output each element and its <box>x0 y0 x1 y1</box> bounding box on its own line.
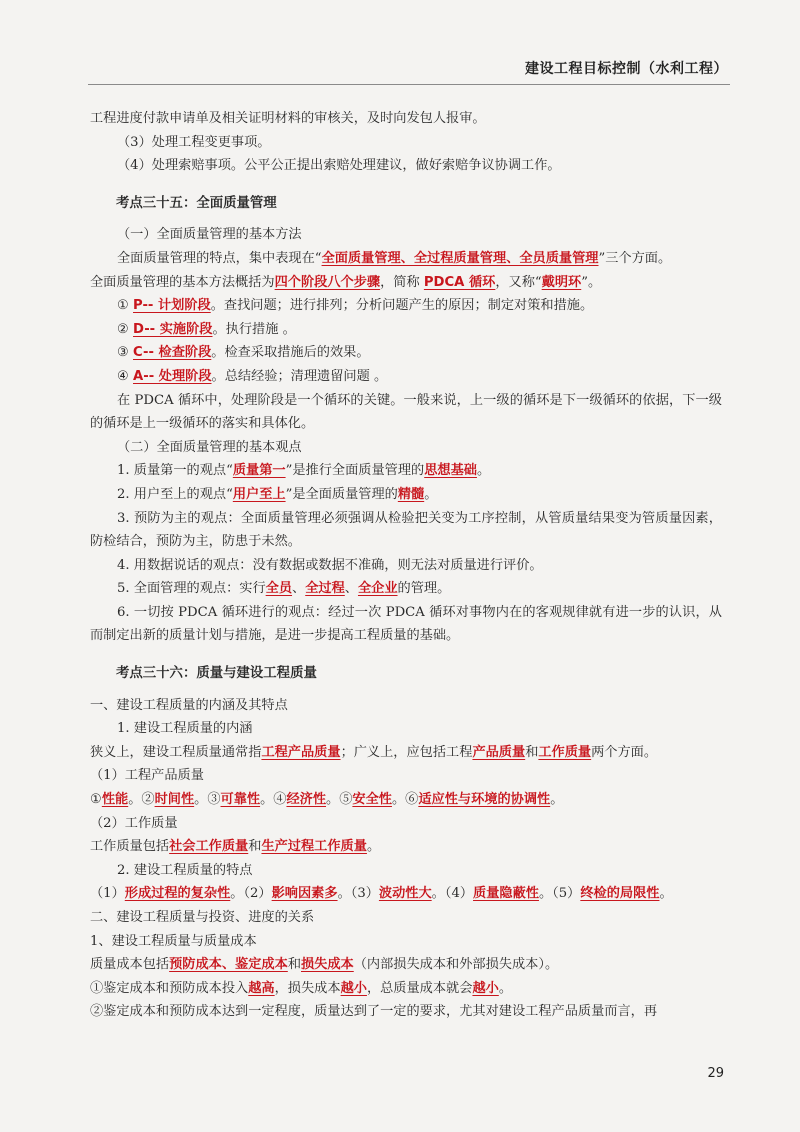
section-title: 考点三十六：质量与建设工程质量 <box>116 666 317 682</box>
list-item: 5. 全面管理的观点：实行全员、全过程、全企业的管理。 <box>117 581 451 597</box>
subheading: （1）工程产品质量 <box>90 768 204 784</box>
subheading: 二、建设工程质量与投资、进度的关系 <box>90 910 315 925</box>
highlight: P-- 计划阶段 <box>133 298 211 314</box>
highlight: A-- 处理阶段 <box>133 368 212 384</box>
section-title: 考点三十五：全面质量管理 <box>116 195 277 211</box>
list-item: （1）形成过程的复杂性。（2）影响因素多。（3）波动性大。（4）质量隐蔽性。（5）终检的局限性。 <box>90 886 673 902</box>
highlight: 波动性大 <box>378 886 432 902</box>
subheading: 1、建设工程质量与质量成本 <box>90 933 257 949</box>
highlight: 四个阶段八个步骤 <box>274 274 381 290</box>
highlight: C-- 检查阶段 <box>133 345 212 361</box>
list-item: 4. 用数据说话的观点：没有数据或数据不准确，则无法对质量进行评价。 <box>117 557 543 573</box>
highlight: 质量第一 <box>232 463 286 479</box>
highlight: 全员 <box>265 581 293 597</box>
highlight: 戴明环 <box>541 274 582 290</box>
paragraph: 在 PDCA 循环中，处理阶段是一个循环的关键。一般来说，上一级的循环是下一级循环的依据，下一级的循环是上一级循环的落实和具体化。 <box>90 392 722 432</box>
list-item: 2. 用户至上的观点“用户至上”是全面质量管理的精髓。 <box>117 486 438 502</box>
subheading: 2. 建设工程质量的特点 <box>117 862 253 878</box>
highlight: 全过程 <box>305 581 345 597</box>
highlight: 损失成本 <box>301 957 354 973</box>
list-item: ②鉴定成本和预防成本达到一定程度，质量达到了一定的要求，尤其对建设工程产品质量而言，再 <box>90 1004 658 1020</box>
highlight: 越小 <box>472 980 499 996</box>
highlight: 影响因素多 <box>271 886 338 902</box>
highlight: 精髓 <box>397 486 425 502</box>
highlight: 经济性 <box>286 792 327 808</box>
paragraph: 全面质量管理的基本方法概括为四个阶段八个步骤，简称 PDCA 循环，又称“戴明环”。 <box>90 274 602 290</box>
list-item: ④ A-- 处理阶段。总结经验；清理遗留问题 。 <box>117 368 388 384</box>
highlight: 工程产品质量 <box>261 744 341 760</box>
list-item: ①性能。②时间性。③可靠性。④经济性。⑤安全性。⑥适应性与环境的协调性。 <box>90 792 564 808</box>
highlight: 全面质量管理、全过程质量管理、全员质量管理 <box>321 250 599 266</box>
header-rule <box>88 84 730 85</box>
paragraph: （4）处理索赔事项。公平公正提出索赔处理建议，做好索赔争议协调工作。 <box>117 158 561 174</box>
highlight: 可靠性 <box>220 792 261 808</box>
highlight: 质量隐蔽性 <box>473 886 539 902</box>
subheading: （2）工作质量 <box>90 815 178 831</box>
highlight: 越小 <box>340 980 367 996</box>
page-body <box>90 107 722 1024</box>
highlight: D-- 实施阶段 <box>133 321 213 337</box>
list-item: ② D-- 实施阶段。执行措施 。 <box>117 321 296 337</box>
highlight: 终检的局限性 <box>580 886 660 902</box>
highlight: 形成过程的复杂性 <box>124 886 231 902</box>
paragraph: 全面质量管理的特点，集中表现在“全面质量管理、全过程质量管理、全员质量管理”三个方面。 <box>117 250 672 266</box>
list-item: ③ C-- 检查阶段。检查采取措施后的效果。 <box>117 345 370 361</box>
paragraph: 质量成本包括预防成本、鉴定成本和损失成本（内部损失成本和外部损失成本）。 <box>90 957 559 973</box>
list-item: ① P-- 计划阶段。查找问题；进行排列；分析问题产生的原因；制定对策和措施。 <box>117 298 594 314</box>
subheading: （一）全面质量管理的基本方法 <box>117 227 302 243</box>
highlight: 社会工作质量 <box>169 839 249 855</box>
list-item: 3. 预防为主的观点：全面质量管理必须强调从检验把关变为工序控制，从管质量结果变为管质量因素，防检结合，预防为主，防患于未然。 <box>90 510 722 550</box>
page-number: 29 <box>707 1066 724 1081</box>
highlight: 产品质量 <box>472 744 526 760</box>
highlight: 生产过程工作质量 <box>261 839 367 855</box>
highlight: 时间性 <box>154 792 195 808</box>
paragraph: 工程进度付款申请单及相关证明材料的审核关，及时向发包人报审。 <box>90 111 486 126</box>
highlight: 思想基础 <box>424 463 477 479</box>
paragraph: 工作质量包括社会工作质量和生产过程工作质量。 <box>90 839 381 855</box>
highlight: 全企业 <box>357 581 398 597</box>
highlight: PDCA 循环 <box>423 274 496 290</box>
highlight: 用户至上 <box>232 486 286 502</box>
highlight: 越高 <box>248 980 275 996</box>
highlight: 预防成本、鉴定成本 <box>169 957 288 973</box>
running-header: 建设工程目标控制（水利工程） <box>525 61 728 77</box>
highlight: 工作质量 <box>538 744 592 760</box>
highlight: 性能 <box>101 792 129 808</box>
list-item: 1. 质量第一的观点“质量第一”是推行全面质量管理的思想基础。 <box>117 463 491 479</box>
list-item: ①鉴定成本和预防成本投入越高，损失成本越小，总质量成本就会越小。 <box>90 980 512 996</box>
highlight: 适应性与环境的协调性 <box>418 792 551 808</box>
paragraph: （3）处理工程变更事项。 <box>117 134 271 150</box>
list-item: 6. 一切按 PDCA 循环进行的观点：经过一次 PDCA 循环对事物内在的客观规律就有进一步的认识，从而制定出新的质量计划与措施，是进一步提高工程质量的基础。 <box>90 604 722 644</box>
subheading: 1. 建设工程质量的内涵 <box>117 721 253 737</box>
highlight: 安全性 <box>352 792 392 808</box>
subheading: （二）全面质量管理的基本观点 <box>117 439 302 455</box>
paragraph: 狭义上，建设工程质量通常指工程产品质量；广义上，应包括工程产品质量和工作质量两个方面。 <box>90 744 658 760</box>
subheading: 一、建设工程质量的内涵及其特点 <box>90 697 288 713</box>
